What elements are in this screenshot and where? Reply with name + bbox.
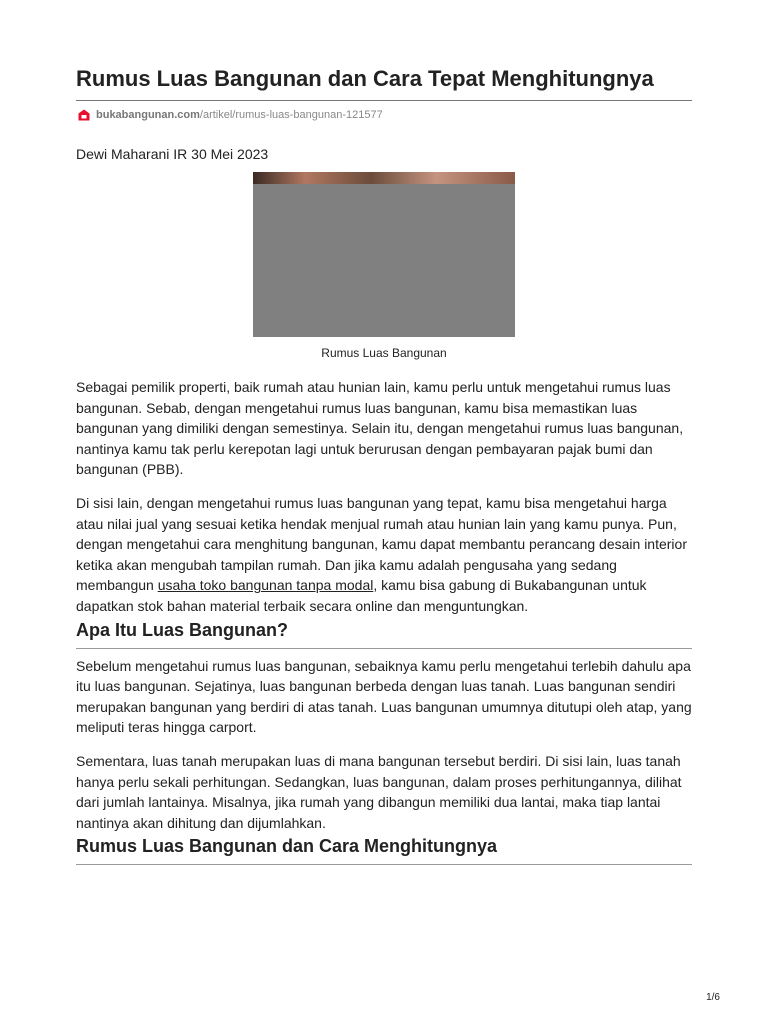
paragraph-value bbox=[76, 493, 692, 617]
paragraph-value-text-before: Di sisi lain, dengan mengetahui rumus luas bangunan yang tepat, kamu bisa mengetahui harga atau nilai jual yang sesuai ketika hendak menjual rumah atau hunian lain yang kamu punya. Pun, dengan mengetahui cara menghitung bangunan, kamu dapat membantu perancang desain interior ketika akan mengubah tampilan rumah. Dan jika kamu adalah pengusaha yang sedang membangun bbox=[76, 494, 687, 594]
section-heading-apa-itu: Apa Itu Luas Bangunan? bbox=[76, 617, 692, 649]
hero-image-top-strip bbox=[253, 172, 515, 184]
section-heading-rumus: Rumus Luas Bangunan dan Cara Menghitungnya bbox=[76, 833, 692, 865]
page-title: Rumus Luas Bangunan dan Cara Tepat Menghitungnya bbox=[76, 62, 692, 101]
article bbox=[76, 62, 692, 865]
paragraph-luas-tanah: Sementara, luas tanah merupakan luas di mana bangunan tersebut berdiri. Di sisi lain, luas tanah hanya perlu sekali perhitungan. Sedangkan, luas bangunan, dalam proses perhitungannya, dilihat dari jumlah lantainya. Misalnya, jika rumah yang dibangun memiliki dua lantai, maka tiap lantai nantinya akan dihitung dan dijumlahkan. bbox=[76, 752, 682, 831]
hero-figure bbox=[76, 172, 692, 361]
paragraph-value-text-after: , kamu bisa gabung di Bukabangunan untuk dapatkan stok bahan material terbaik secara online dan menguntungkan. bbox=[76, 577, 647, 614]
hero-image-placeholder bbox=[253, 184, 515, 337]
byline: Dewi Maharani IR 30 Mei 2023 bbox=[76, 146, 269, 162]
paragraph-definition: Sebelum mengetahui rumus luas bangunan, sebaiknya kamu perlu mengetahui terlebih dahulu apa itu luas bangunan. Sejatinya, luas bangunan berbeda dengan luas tanah. Luas bangunan sendiri merupakan bangunan yang berdiri di atas tanah. Luas bangunan umumnya ditutupi oleh atap, yang meliputi teras hingga carport. bbox=[76, 657, 692, 736]
page-indicator: 1/6 bbox=[706, 992, 720, 1003]
source-path[interactable]: /artikel/rumus-luas-bangunan-121577 bbox=[199, 109, 383, 121]
bukabangunan-logo-icon bbox=[78, 109, 90, 121]
source-domain[interactable]: bukabangunan.com bbox=[96, 109, 200, 121]
paragraph-intro: Sebagai pemilik properti, baik rumah atau hunian lain, kamu perlu untuk mengetahui rumus luas bangunan. Sebab, dengan mengetahui rumus luas bangunan, kamu bisa memastikan luas bangunan yang dimiliki dengan semestinya. Selain itu, dengan mengetahui rumus luas bangunan, nantinya kamu tak perlu kerepotan lagi untuk berurusan dengan pembayaran pajak bumi dan bangunan (PBB). bbox=[76, 379, 684, 478]
usaha-toko-link[interactable]: usaha toko bangunan tanpa modal bbox=[157, 577, 374, 594]
source-url[interactable] bbox=[76, 106, 692, 124]
hero-image bbox=[253, 172, 515, 337]
figure-caption: Rumus Luas Bangunan bbox=[321, 346, 447, 360]
